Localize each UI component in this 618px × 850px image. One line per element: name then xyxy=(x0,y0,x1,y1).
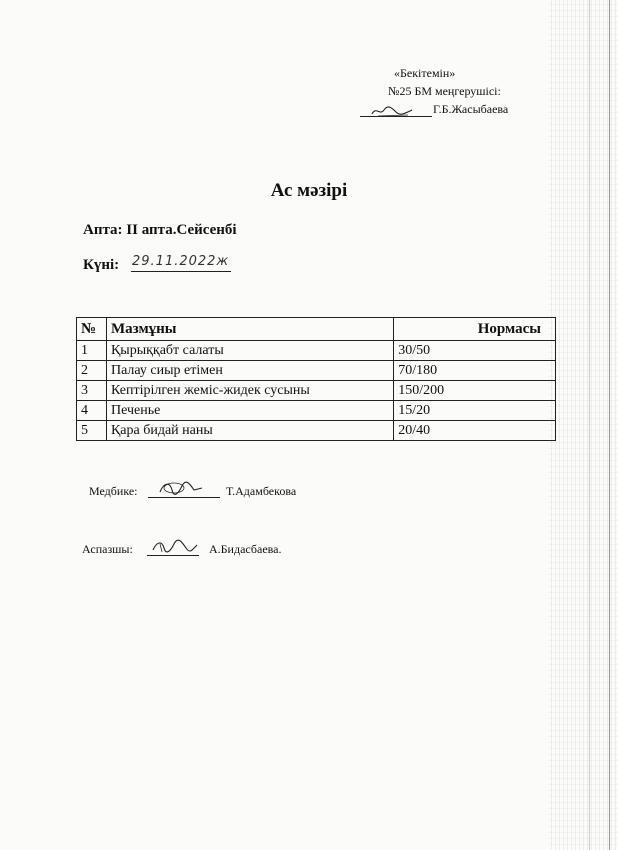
cook-name: А.Бидасбаева. xyxy=(209,542,282,556)
menu-table xyxy=(76,317,556,441)
row-norm: 30/50 xyxy=(394,341,556,361)
row-norm: 20/40 xyxy=(394,421,556,441)
scan-edge-line xyxy=(609,0,610,850)
approval-name: Г.Б.Жасыбаева xyxy=(433,102,509,116)
approval-label: «Бекітемін» xyxy=(394,66,456,80)
table-header-row xyxy=(77,318,556,341)
header-content: Мазмұны xyxy=(106,318,393,341)
approval-signature xyxy=(370,104,414,118)
page-title: Ас мәзірі xyxy=(270,180,348,201)
header-number: № xyxy=(77,318,107,341)
nurse-label: Медбике: xyxy=(89,484,138,498)
row-number: 2 xyxy=(77,361,107,381)
row-number: 1 xyxy=(77,341,107,361)
table-row xyxy=(77,361,556,381)
row-dish: Қырыққабт салаты xyxy=(106,341,393,361)
row-norm: 15/20 xyxy=(394,401,556,421)
week-heading: Апта: ІІ апта.Сейсенбі xyxy=(83,222,237,238)
row-dish: Палау сиыр етімен xyxy=(106,361,393,381)
cook-signature xyxy=(150,538,200,556)
row-norm: 70/180 xyxy=(394,361,556,381)
row-dish: Қара бидай наны xyxy=(106,421,393,441)
scan-edge-line xyxy=(589,0,590,850)
table-row xyxy=(77,381,556,401)
date-underline xyxy=(131,271,231,272)
cook-label: Аспазшы: xyxy=(82,542,133,556)
nurse-name: Т.Адамбекова xyxy=(226,484,297,498)
date-label: Күні: xyxy=(83,257,120,273)
nurse-signature xyxy=(156,480,206,498)
row-norm: 150/200 xyxy=(394,381,556,401)
table-row xyxy=(77,421,556,441)
approval-position: №25 БМ меңгерушісі: xyxy=(388,84,501,98)
header-norm: Нормасы xyxy=(394,318,556,341)
row-number: 5 xyxy=(77,421,107,441)
row-number: 4 xyxy=(77,401,107,421)
row-dish: Кептірілген жеміс-жидек сусыны xyxy=(106,381,393,401)
table-row xyxy=(77,341,556,361)
date-value-handwritten: 29.11.2022ж xyxy=(132,254,230,269)
scan-edge-noise xyxy=(548,0,618,850)
row-dish: Печенье xyxy=(106,401,393,421)
row-number: 3 xyxy=(77,381,107,401)
table-row xyxy=(77,401,556,421)
